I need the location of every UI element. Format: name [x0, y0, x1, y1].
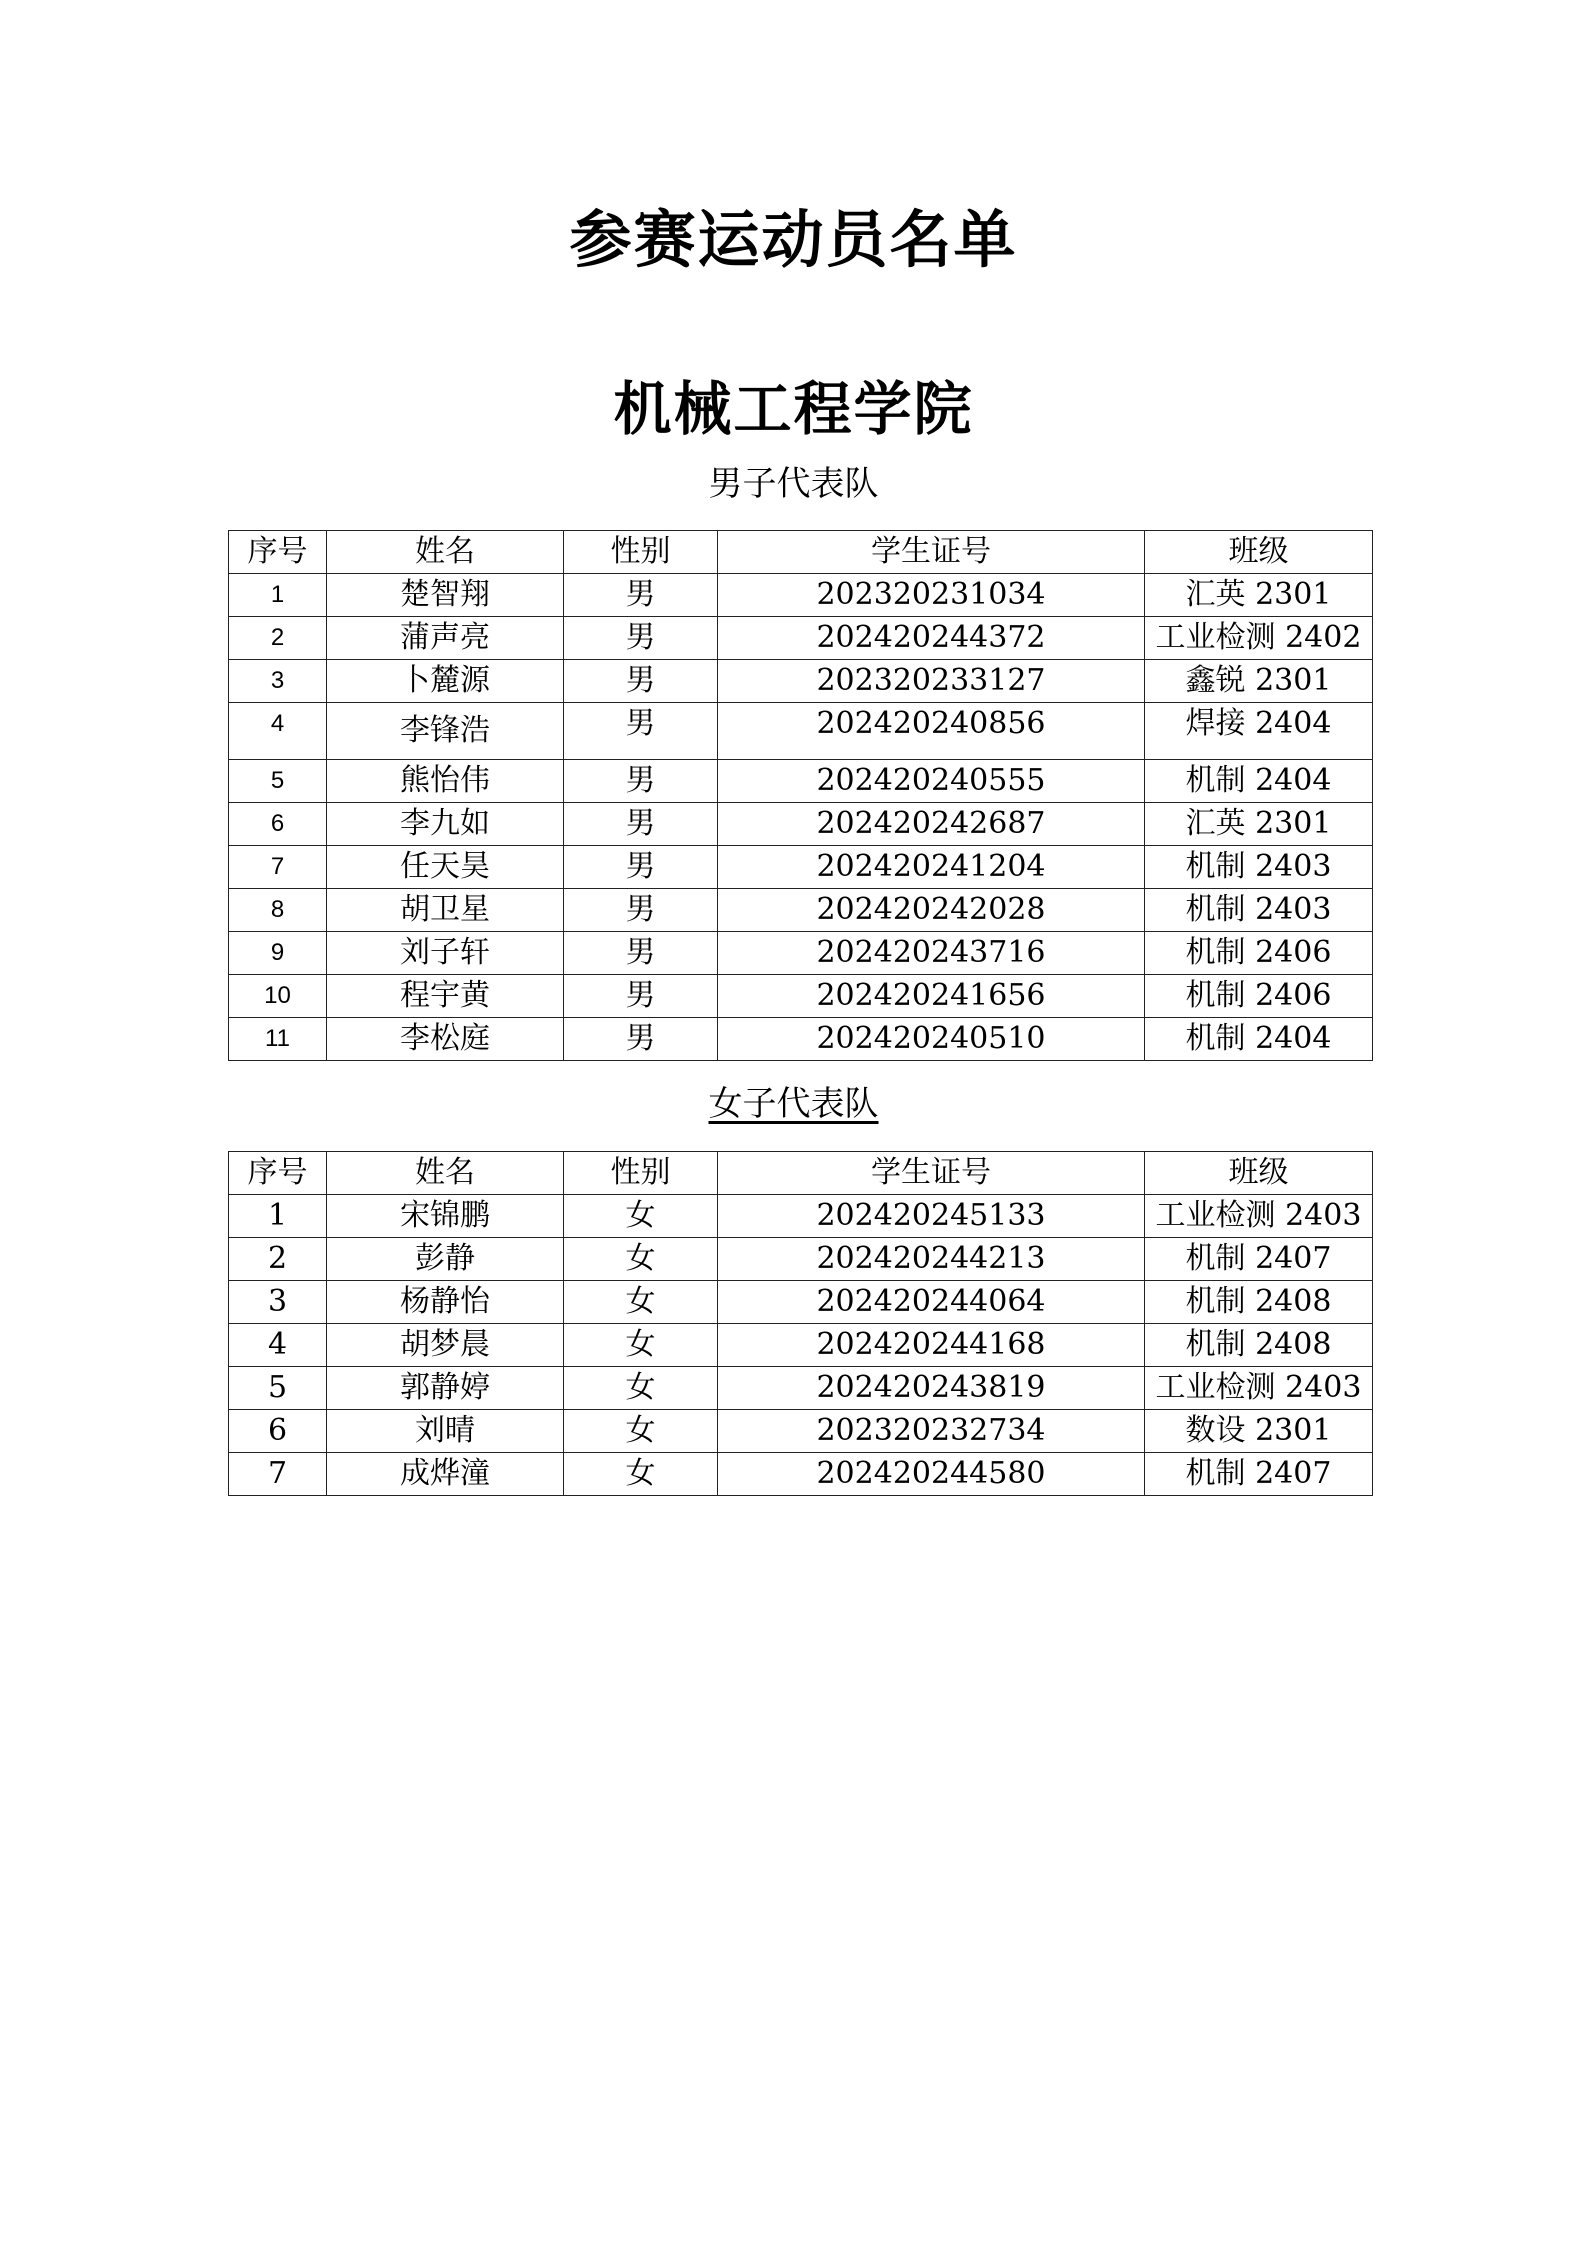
row-number: 4 — [229, 703, 327, 760]
student-id: 202420241656 — [718, 975, 1145, 1018]
header-gender: 性别 — [564, 1152, 718, 1195]
table-row — [229, 617, 1373, 660]
header-gender: 性别 — [564, 531, 718, 574]
athlete-name: 熊怡伟 — [327, 760, 564, 803]
men-team-heading — [0, 461, 1587, 507]
table-row — [229, 889, 1373, 932]
row-number: 10 — [229, 975, 327, 1018]
women-roster-body — [229, 1195, 1373, 1496]
header-student-id: 学生证号 — [718, 1152, 1145, 1195]
document-title: 参赛运动员名单 — [569, 203, 1018, 276]
row-number: 7 — [229, 846, 327, 889]
athlete-class: 机制 2407 — [1145, 1238, 1373, 1281]
athlete-gender: 男 — [564, 803, 718, 846]
student-id: 202420240856 — [718, 703, 1145, 760]
athlete-gender: 男 — [564, 617, 718, 660]
student-id: 202420242028 — [718, 889, 1145, 932]
table-row — [229, 846, 1373, 889]
athlete-class: 焊接 2404 — [1145, 703, 1373, 760]
athlete-name: 彭静 — [327, 1238, 564, 1281]
row-number: 3 — [229, 660, 327, 703]
table-row — [229, 1367, 1373, 1410]
athlete-name: 蒲声亮 — [327, 617, 564, 660]
table-row — [229, 660, 1373, 703]
row-number: 6 — [229, 1410, 327, 1453]
athlete-name: 程宇黄 — [327, 975, 564, 1018]
student-id: 202420244064 — [718, 1281, 1145, 1324]
table-header-row — [229, 1152, 1373, 1195]
athlete-name: 李九如 — [327, 803, 564, 846]
table-row — [229, 1324, 1373, 1367]
athlete-gender: 女 — [564, 1453, 718, 1496]
table-row — [229, 1018, 1373, 1061]
header-name: 姓名 — [327, 531, 564, 574]
header-student-id: 学生证号 — [718, 531, 1145, 574]
athlete-gender: 女 — [564, 1367, 718, 1410]
student-id: 202420243716 — [718, 932, 1145, 975]
athlete-name: 胡卫星 — [327, 889, 564, 932]
athlete-name: 杨静怡 — [327, 1281, 564, 1324]
table-row — [229, 1281, 1373, 1324]
athlete-name: 刘子轩 — [327, 932, 564, 975]
athlete-gender: 男 — [564, 660, 718, 703]
women-roster-table — [228, 1151, 1373, 1496]
athlete-name: 郭静婷 — [327, 1367, 564, 1410]
athlete-gender: 女 — [564, 1324, 718, 1367]
athlete-gender: 男 — [564, 846, 718, 889]
header-class: 班级 — [1145, 531, 1373, 574]
row-number: 1 — [229, 574, 327, 617]
athlete-name: 任天昊 — [327, 846, 564, 889]
women-team-heading — [0, 1081, 1587, 1127]
athlete-gender: 男 — [564, 889, 718, 932]
men-team-title: 男子代表队 — [708, 464, 879, 504]
athlete-class: 汇英 2301 — [1145, 574, 1373, 617]
athlete-class: 机制 2408 — [1145, 1281, 1373, 1324]
row-number: 2 — [229, 1238, 327, 1281]
row-number: 4 — [229, 1324, 327, 1367]
row-number: 5 — [229, 1367, 327, 1410]
table-row — [229, 1195, 1373, 1238]
athlete-name: 成烨潼 — [327, 1453, 564, 1496]
table-row — [229, 1410, 1373, 1453]
athlete-gender: 女 — [564, 1238, 718, 1281]
row-number: 3 — [229, 1281, 327, 1324]
athlete-gender: 男 — [564, 932, 718, 975]
table-header-row — [229, 531, 1373, 574]
table-row — [229, 1238, 1373, 1281]
athlete-gender: 女 — [564, 1195, 718, 1238]
athlete-name: 宋锦鹏 — [327, 1195, 564, 1238]
row-number: 1 — [229, 1195, 327, 1238]
men-roster-table — [228, 530, 1373, 1061]
athlete-class: 机制 2408 — [1145, 1324, 1373, 1367]
row-number: 8 — [229, 889, 327, 932]
student-id: 202420242687 — [718, 803, 1145, 846]
student-id: 202420240510 — [718, 1018, 1145, 1061]
table-row — [229, 975, 1373, 1018]
athlete-name: 李松庭 — [327, 1018, 564, 1061]
women-team-title: 女子代表队 — [708, 1084, 879, 1124]
athlete-class: 数设 2301 — [1145, 1410, 1373, 1453]
row-number: 7 — [229, 1453, 327, 1496]
table-row — [229, 803, 1373, 846]
header-no: 序号 — [229, 531, 327, 574]
row-number: 5 — [229, 760, 327, 803]
athlete-class: 工业检测 2402 — [1145, 617, 1373, 660]
athlete-name: 卜麓源 — [327, 660, 564, 703]
athlete-class: 机制 2403 — [1145, 846, 1373, 889]
student-id: 202420240555 — [718, 760, 1145, 803]
student-id: 202320232734 — [718, 1410, 1145, 1453]
athlete-class: 工业检测 2403 — [1145, 1367, 1373, 1410]
athlete-gender: 男 — [564, 703, 718, 760]
student-id: 202320233127 — [718, 660, 1145, 703]
athlete-gender: 男 — [564, 975, 718, 1018]
header-no: 序号 — [229, 1152, 327, 1195]
row-number: 9 — [229, 932, 327, 975]
student-id: 202320231034 — [718, 574, 1145, 617]
athlete-class: 机制 2404 — [1145, 1018, 1373, 1061]
men-roster-body — [229, 574, 1373, 1061]
athlete-gender: 男 — [564, 1018, 718, 1061]
row-number: 6 — [229, 803, 327, 846]
athlete-class: 机制 2406 — [1145, 975, 1373, 1018]
athlete-name: 李锋浩 — [327, 703, 564, 760]
header-name: 姓名 — [327, 1152, 564, 1195]
athlete-gender: 女 — [564, 1410, 718, 1453]
student-id: 202420244372 — [718, 617, 1145, 660]
athlete-gender: 女 — [564, 1281, 718, 1324]
table-row — [229, 574, 1373, 617]
athlete-class: 鑫锐 2301 — [1145, 660, 1373, 703]
athlete-class: 机制 2404 — [1145, 760, 1373, 803]
athlete-name: 胡梦晨 — [327, 1324, 564, 1367]
table-row — [229, 932, 1373, 975]
row-number: 2 — [229, 617, 327, 660]
athlete-name: 楚智翔 — [327, 574, 564, 617]
header-class: 班级 — [1145, 1152, 1373, 1195]
athlete-gender: 男 — [564, 574, 718, 617]
athlete-class: 汇英 2301 — [1145, 803, 1373, 846]
table-row — [229, 703, 1373, 760]
athlete-name: 刘晴 — [327, 1410, 564, 1453]
student-id: 202420243819 — [718, 1367, 1145, 1410]
athlete-class: 机制 2407 — [1145, 1453, 1373, 1496]
athlete-class: 机制 2406 — [1145, 932, 1373, 975]
athlete-gender: 男 — [564, 760, 718, 803]
student-id: 202420244168 — [718, 1324, 1145, 1367]
athlete-class: 工业检测 2403 — [1145, 1195, 1373, 1238]
table-row — [229, 1453, 1373, 1496]
athlete-class: 机制 2403 — [1145, 889, 1373, 932]
student-id: 202420244580 — [718, 1453, 1145, 1496]
student-id: 202420241204 — [718, 846, 1145, 889]
table-row — [229, 760, 1373, 803]
row-number: 11 — [229, 1018, 327, 1061]
student-id: 202420244213 — [718, 1238, 1145, 1281]
college-name: 机械工程学院 — [613, 375, 974, 443]
student-id: 202420245133 — [718, 1195, 1145, 1238]
